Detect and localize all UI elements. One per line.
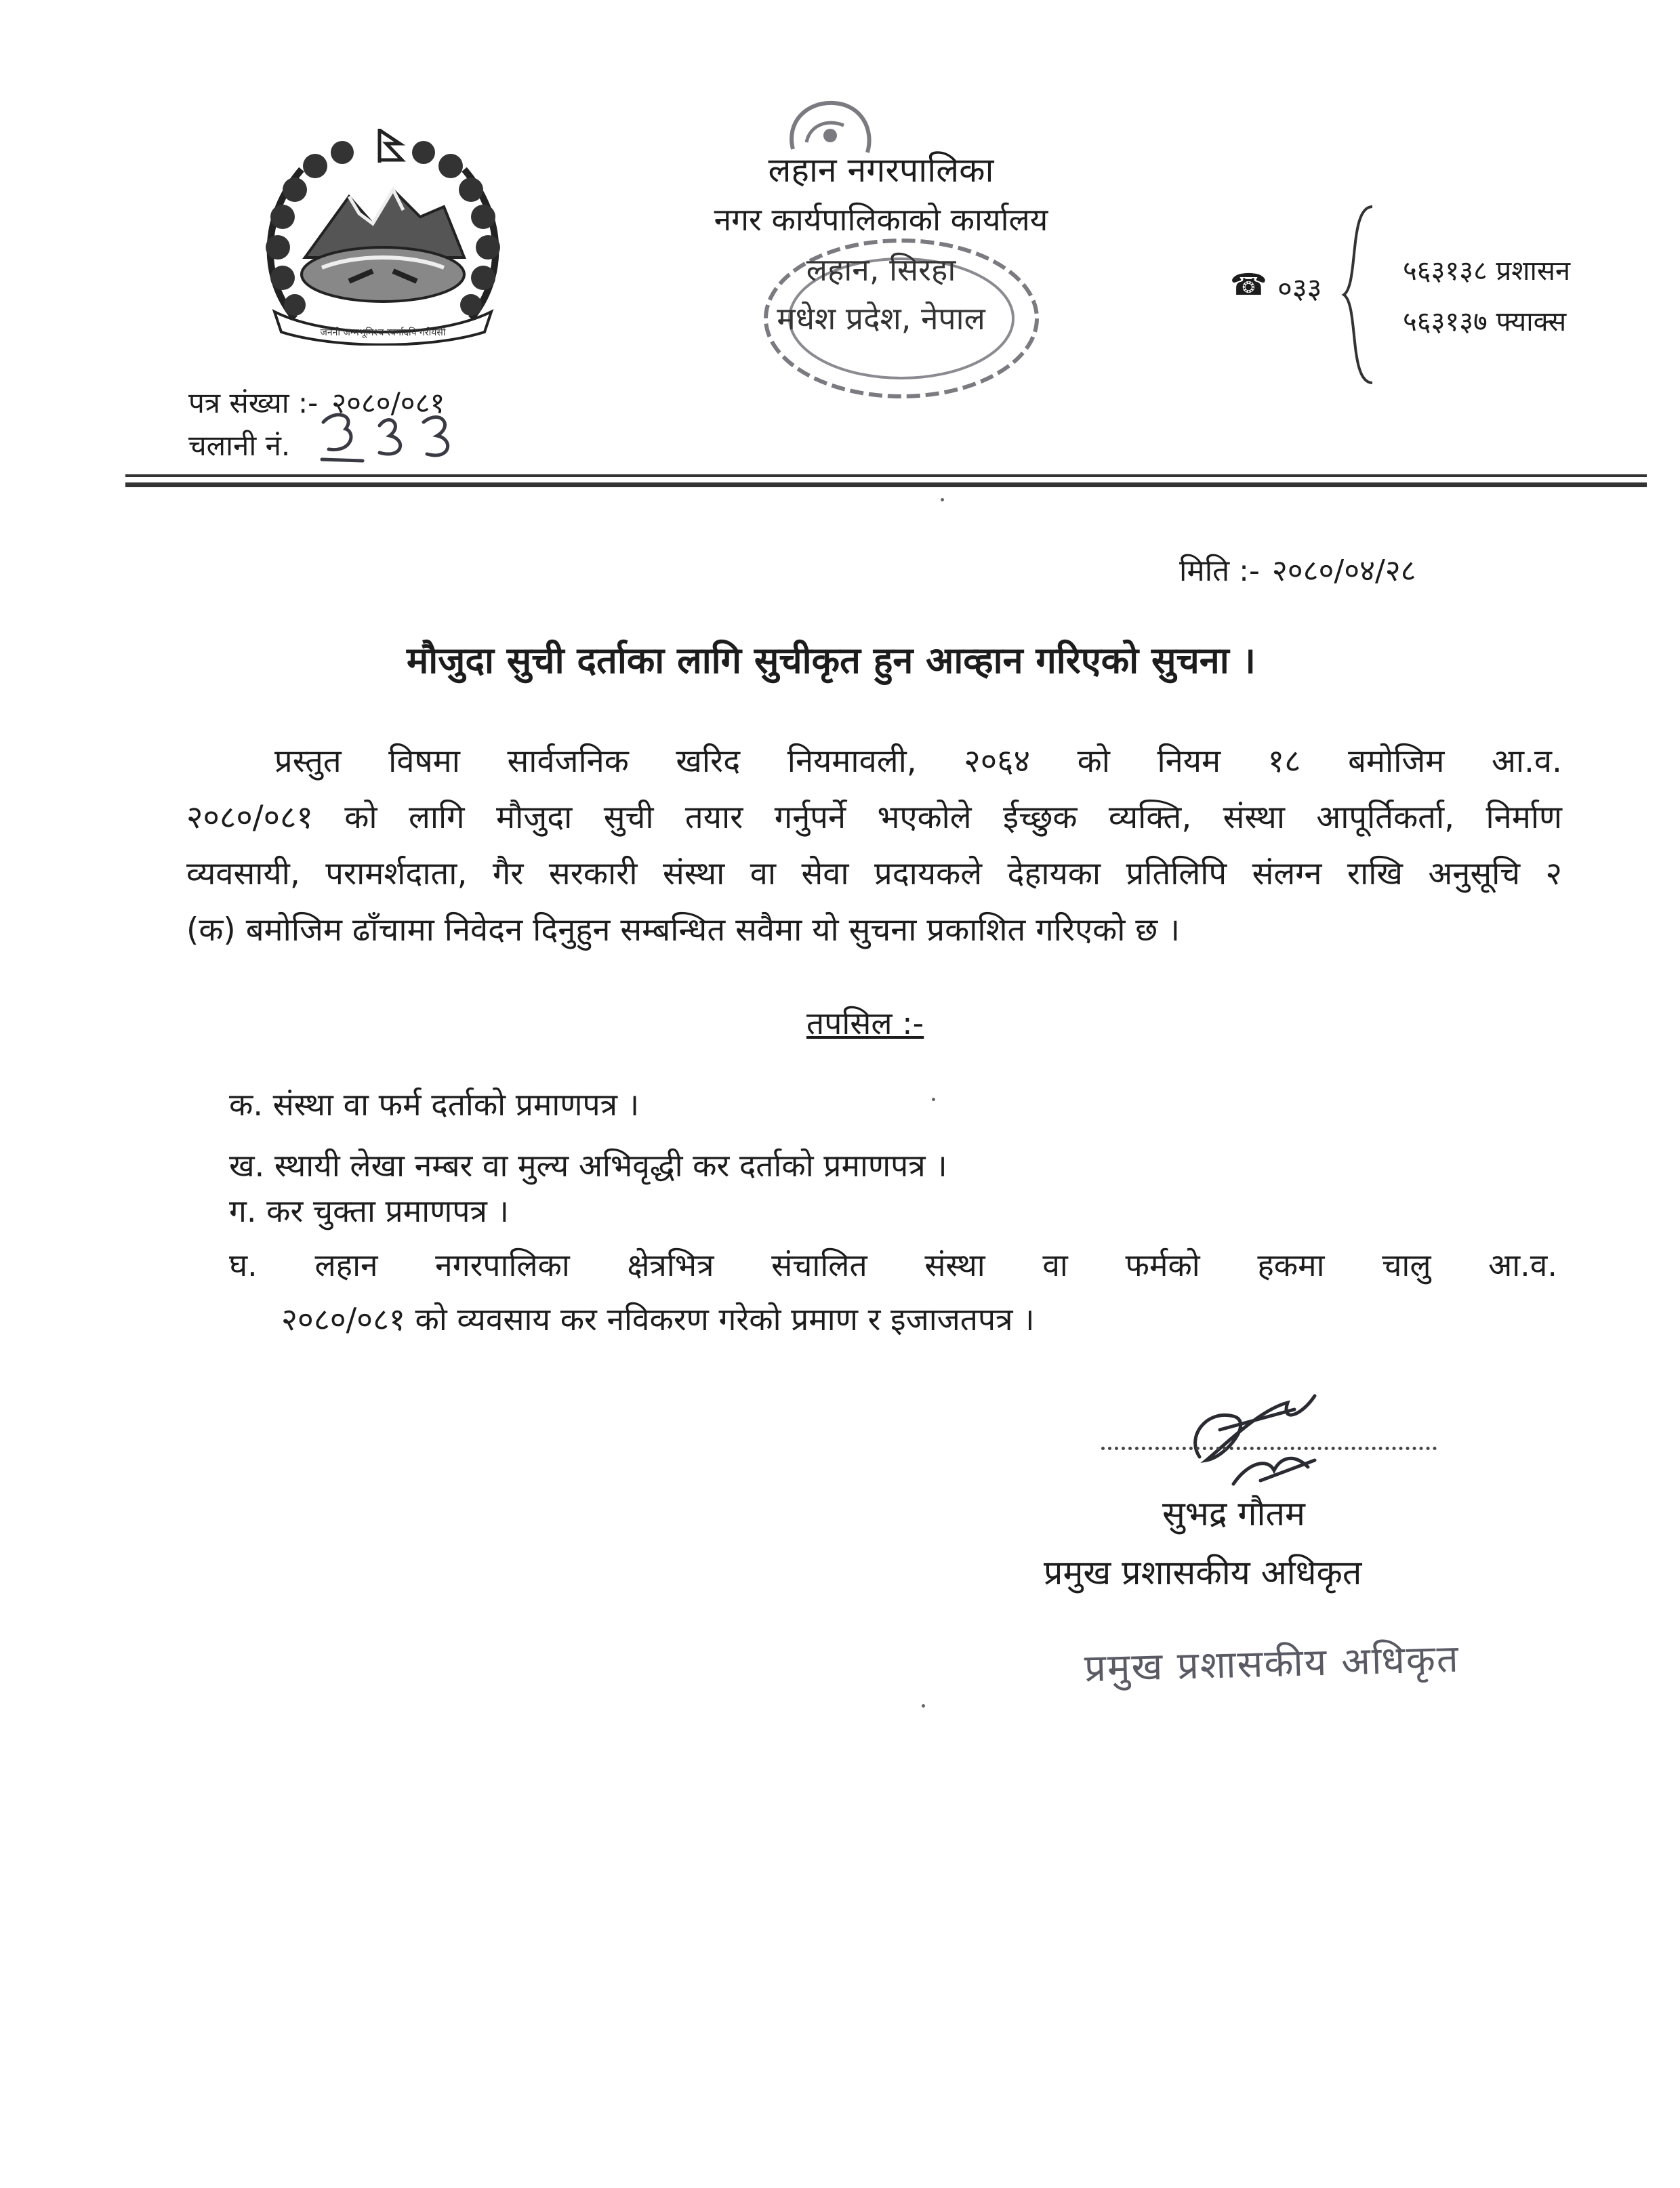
phone-admin bbox=[1403, 251, 1570, 288]
signer-name: सुभद्र गौतम bbox=[1162, 1494, 1305, 1533]
header-rule bbox=[125, 474, 1647, 477]
scan-speck bbox=[941, 498, 944, 501]
detail-item: ग. कर चुक्ता प्रमाणपत्र । bbox=[229, 1193, 509, 1229]
notice-title: मौजुदा सुची दर्ताका लागि सुचीकृत हुन आव्हान गरिएको सुचना । bbox=[407, 639, 1256, 682]
office-province: मधेश प्रदेश, नेपाल bbox=[777, 300, 985, 337]
letter-number-label: पत्र संख्या :- bbox=[188, 386, 319, 419]
phone-fax-number: ५६३१३७ bbox=[1403, 306, 1488, 337]
handwritten-dispatch-number bbox=[315, 405, 471, 466]
signer-designation: प्रमुख प्रशासकीय अधिकृत bbox=[1044, 1553, 1362, 1592]
letter-date bbox=[1179, 549, 1416, 590]
detail-item-continued: २०८०/०८१ को व्यवसाय कर नविकरण गरेको प्रमाण र इजाजतपत्र । bbox=[281, 1301, 1035, 1338]
details-heading: तपसिल :- bbox=[806, 1005, 924, 1041]
body-line: (क) बमोजिम ढाँचामा निवेदन दिनुहुन सम्बन्धित सवैमा यो सुचना प्रकाशित गरिएको छ । bbox=[186, 911, 1181, 949]
phone-admin-label: प्रशासन bbox=[1496, 255, 1571, 287]
detail-item: ख. स्थायी लेखा नम्बर वा मुल्य अभिवृद्धी कर दर्ताको प्रमाणपत्र । bbox=[229, 1147, 947, 1184]
signature bbox=[1179, 1382, 1335, 1498]
header-rule-thick bbox=[125, 482, 1647, 487]
designation-stamp: प्रमुख प्रशासकीय अधिकृत bbox=[1084, 1636, 1460, 1691]
detail-item: घ. लहान नगरपालिका क्षेत्रभित्र संचालित संस्था वा फर्मको हकमा चालु आ.व. bbox=[229, 1247, 1557, 1283]
dispatch-number bbox=[188, 426, 290, 464]
date-label: मिति :- bbox=[1179, 554, 1260, 588]
phone-fax bbox=[1403, 302, 1566, 339]
brace-mark bbox=[1338, 203, 1379, 386]
scan-speck bbox=[932, 1098, 935, 1101]
phone-area-code: ०३३ bbox=[1277, 272, 1322, 305]
office-name: नगर कार्यपालिकाको कार्यालय bbox=[714, 201, 1048, 238]
signature-line bbox=[1101, 1447, 1437, 1450]
body-line: व्यवसायी, परामर्शदाता, गैर सरकारी संस्था वा सेवा प्रदायकले देहायका प्रतिलिपि संलग्न राखि अनुसूचि २ bbox=[186, 855, 1562, 892]
telephone-icon: ☎ bbox=[1230, 268, 1267, 302]
municipality-name: लहान नगरपालिका bbox=[768, 150, 994, 190]
phone-fax-label: फ्याक्स bbox=[1496, 306, 1567, 337]
body-line: प्रस्तुत विषमा सार्वजनिक खरिद नियमावली, २०६४ को नियम १८ बमोजिम आ.व. bbox=[274, 743, 1562, 780]
detail-item: क. संस्था वा फर्म दर्ताको प्रमाणपत्र । bbox=[229, 1086, 640, 1123]
date-value: २०८०/०४/२८ bbox=[1271, 554, 1416, 588]
scan-speck bbox=[922, 1704, 925, 1708]
phone-admin-number: ५६३१३८ bbox=[1403, 255, 1488, 287]
nepal-emblem bbox=[247, 115, 518, 346]
body-line: २०८०/०८१ को लागि मौजुदा सुची तयार गर्नुपर्ने भएकोले ईच्छुक व्यक्ति, संस्था आपूर्तिकर्ता, निर्माण bbox=[186, 799, 1562, 836]
letter-number-value: २०८०/०८१ bbox=[331, 386, 445, 419]
office-location: लहान, सिरहा bbox=[806, 251, 956, 288]
dispatch-number-label: चलानी नं. bbox=[188, 429, 291, 462]
emblem-motto: जननी जन्मभूमिश्च स्वर्गादपि गरीयसी bbox=[320, 327, 446, 338]
